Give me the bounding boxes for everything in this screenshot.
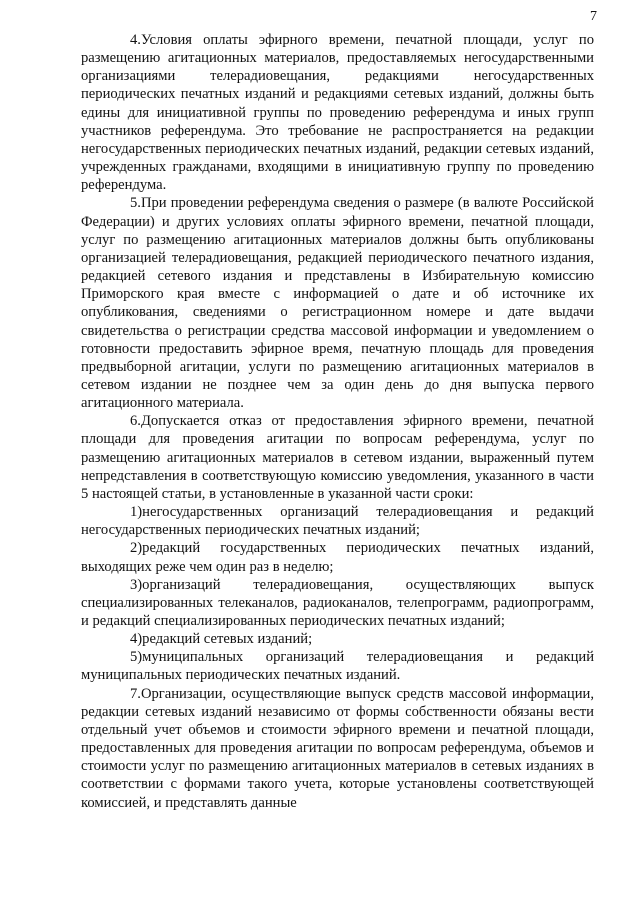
list-item-4: 4)редакций сетевых изданий; (130, 631, 313, 648)
list-item-1: 1)негосударственных организаций телерадиовещания и редакций негосударственных периодических печатных изданий; (81, 504, 594, 539)
list-item-5: 5)муниципальных организаций телерадиовещания и редакций муниципальных периодических печатных изданий. (81, 649, 594, 684)
list-item-2: 2)редакций государственных периодических печатных изданий, выходящих реже чем один раз в неделю; (81, 540, 594, 575)
document-body (81, 31, 594, 812)
page-number: 7 (590, 9, 597, 24)
paragraph-6-refusal-allowed: 6.Допускается отказ от предоставления эфирного времени, печатной площади для проведения агитации по вопросам референдума, услуг по размещению агитационных материалов в сетевом издании, выраженный путем непредставления в соответствующую комиссию уведомления, указанного в части 5 настоящей статьи, в установленные в указанной части сроки: (81, 413, 594, 502)
paragraph-4-payment-terms: 4.Условия оплаты эфирного времени, печатной площади, услуг по размещению агитационных материалов, предоставляемых негосударственными организациями телерадиовещания, редакциями негосударственных периодических печатных изданий и редакциями сетевых изданий, должны быть едины для инициативной группы по проведению референдума и иных групп участников референдума. Это требование не распространяется на редакции негосударственных периодических печатных изданий, редакции сетевых изданий, учрежденных гражданами, входящими в инициативную группу по проведению референдума. (81, 32, 594, 194)
paragraph-7-separate-accounting: 7.Организации, осуществляющие выпуск средств массовой информации, редакции сетевых изданий независимо от формы собственности обязаны вести отдельный учет объемов и стоимости эфирного времени и печатной площади, предоставленных для проведения агитации по вопросам референдума, объемов и стоимости услуг по размещению агитационных материалов в сетевых изданиях в соответствии с формами такого учета, которые установлены соответствующей комиссией, и представлять данные (81, 685, 594, 811)
paragraph-5-publication-of-terms: 5.При проведении референдума сведения о размере (в валюте Российской Федерации) и других условиях оплаты эфирного времени, печатной площади, услуг по размещению агитационных материалов должны быть опубликованы организацией телерадиовещания, редакцией периодического печатного издания, редакцией сетевого издания и представлены в Избирательную комиссию Приморского края вместе с информацией о дате и об источнике их опубликования, сведениями о регистрационном номере и дате выдачи свидетельства о регистрации средства массовой информации и уведомлением о готовности предоставить эфирное время, печатную площадь для проведения предвыборной агитации, услуги по размещению агитационных материалов в сетевом издании не позднее чем за один день до дня выпуска первого агитационного материала. (81, 195, 594, 412)
list-item-3: 3)организаций телерадиовещания, осуществляющих выпуск специализированных телеканалов, радиоканалов, телепрограмм, радиопрограмм, и редакций специализированных периодических печатных изданий; (81, 576, 594, 629)
